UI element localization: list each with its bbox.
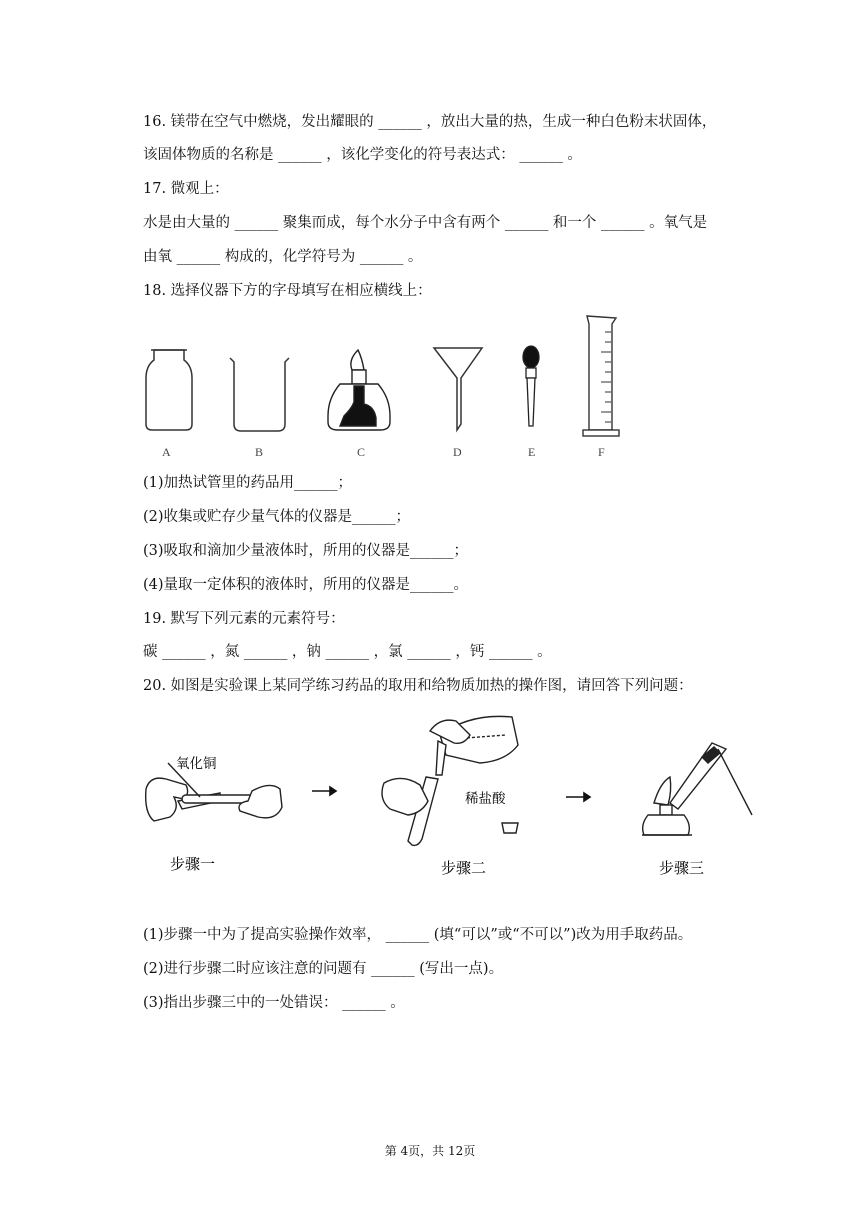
- funnel-icon: [434, 348, 482, 430]
- q19-line2: 碳 ______ ，氮 ______ ，钠 ______ ，氯 ______ ，钙 ______ 。: [143, 644, 552, 660]
- q18-line1: 18. 选择仪器下方的字母填写在相应横线上：: [143, 283, 432, 299]
- step1-label: 步骤一: [170, 855, 216, 873]
- label-a: A: [162, 445, 171, 459]
- label-d: D: [453, 445, 462, 459]
- q18-item4: (4)量取一定体积的液体时，所用的仪器是______。: [143, 577, 469, 593]
- step2-pouring-icon: [382, 716, 518, 845]
- q20-item2: (2)进行步骤二时应该注意的问题有 ______ (写出一点)。: [143, 961, 504, 977]
- reagent-copper-oxide-label: 氧化铜: [176, 756, 217, 772]
- step3-label: 步骤三: [659, 859, 705, 877]
- q18-item1: (1)加热试管里的药品用______；: [143, 475, 353, 491]
- q17-line2: 水是由大量的 ______ 聚集而成，每个水分子中含有两个 ______ 和一个 ______ 。氧气是: [143, 215, 708, 231]
- q18-item2: (2)收集或贮存少量气体的仪器是______；: [143, 509, 411, 525]
- q17-line1: 17. 微观上：: [143, 181, 229, 197]
- step2-label: 步骤二: [441, 859, 487, 877]
- dropper-icon: [523, 346, 539, 426]
- alcohol-lamp-icon: [328, 350, 390, 430]
- q19-line1: 19. 默写下列元素的元素符号：: [143, 611, 345, 627]
- label-f: F: [598, 445, 605, 459]
- q17-line3: 由氧 ______ 构成的，化学符号为 ______ 。: [143, 249, 423, 265]
- label-e: E: [528, 445, 536, 459]
- apparatus-figure: [140, 312, 640, 464]
- gas-bottle-icon: [146, 350, 192, 430]
- beaker-icon: [230, 358, 289, 431]
- q20-item1: (1)步骤一中为了提高实验操作效率， ______ (填“可以”或“不可以”)改为用手取药品。: [143, 927, 693, 943]
- arrow-icon: [312, 787, 336, 795]
- arrow-icon: [566, 793, 590, 801]
- graduated-cylinder-icon: [583, 316, 619, 436]
- q20-item3: (3)指出步骤三中的一处错误： ______ 。: [143, 995, 405, 1011]
- label-c: C: [357, 445, 366, 459]
- reagent-hydrochloric-acid-label: 稀盐酸: [465, 791, 506, 807]
- q16-line1: 16. 镁带在空气中燃烧，发出耀眼的 ______ ，放出大量的热，生成一种白色粉末状固体，: [143, 114, 717, 130]
- q16-line2: 该固体物质的名称是 ______ ，该化学变化的符号表达式： ______ 。: [143, 147, 582, 163]
- page-footer: 第 4页，共 12页: [384, 1144, 476, 1158]
- q18-item3: (3)吸取和滴加少量液体时，所用的仪器是______；: [143, 543, 469, 559]
- step3-heating-icon: [642, 743, 752, 835]
- label-b: B: [255, 445, 264, 459]
- q20-line1: 20. 如图是实验课上某同学练习药品的取用和给物质加热的操作图，请回答下列问题：: [143, 678, 693, 694]
